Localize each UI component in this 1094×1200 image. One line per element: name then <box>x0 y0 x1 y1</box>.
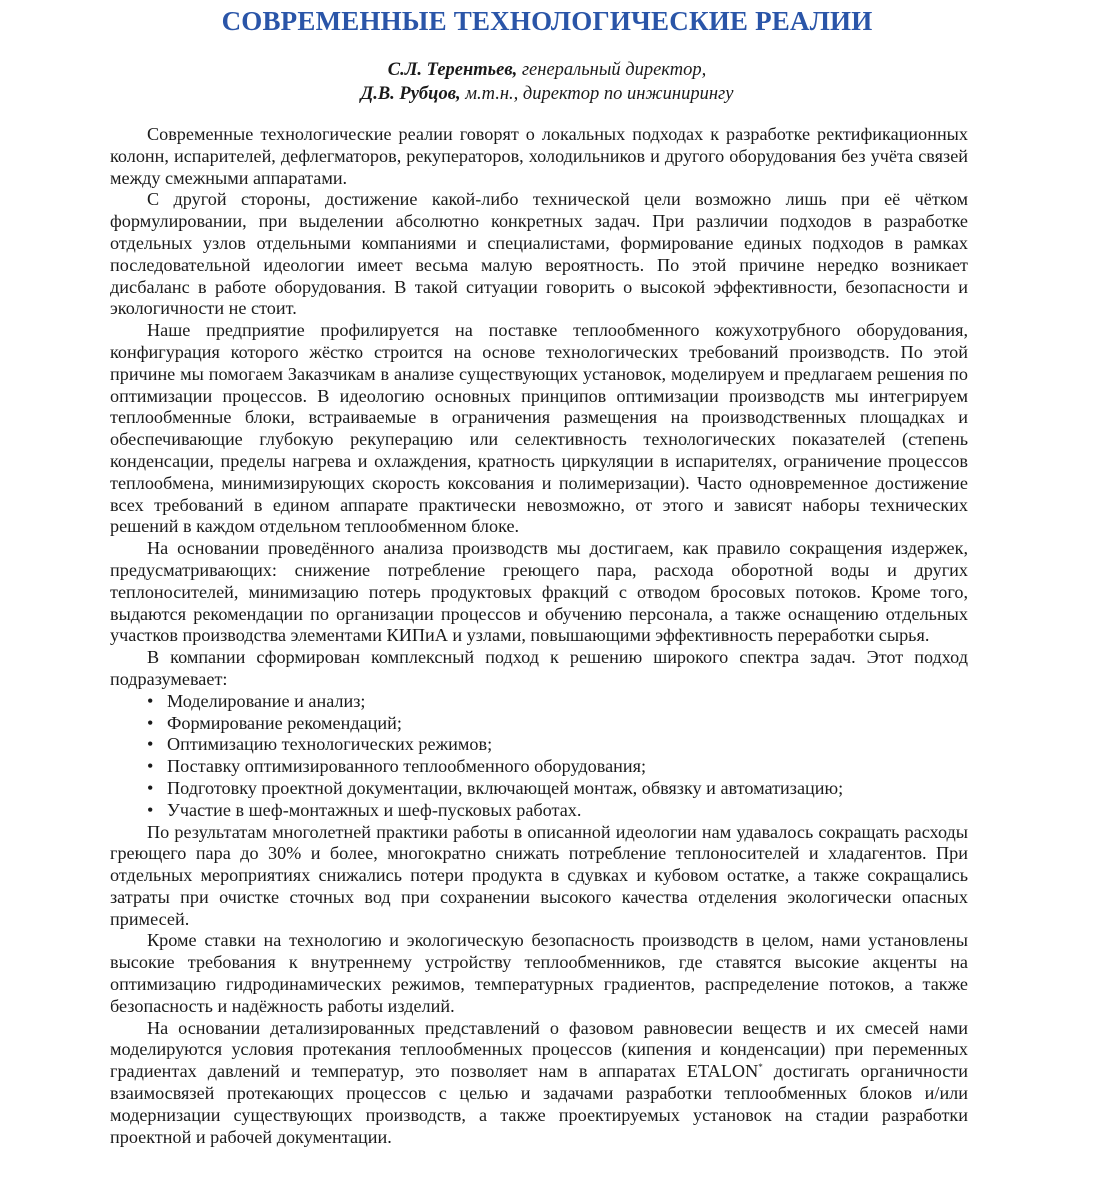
paragraph <box>110 1018 968 1149</box>
list-item: • Оптимизацию технологических режимов; <box>147 734 968 756</box>
paragraph: На основании проведённого анализа производств мы достигаем, как правило сокращения издержек, предусматривающих: снижение потребление греющего пара, расхода оборотной воды и других теплоносителей, минимизацию потерь продуктовых фракций с отводом бросовых потоков. Кроме того, выдаются рекомендации по организации процессов и обучению персонала, а также оснащению отдельных участков производства элементами КИПиА и узлами, повышающими эффективность переработки сырья. <box>110 538 968 646</box>
author-role: генеральный директор, <box>517 60 707 80</box>
paragraph: Кроме ставки на технологию и экологическую безопасность производств в целом, нами установлены высокие требования к внутреннему устройству теплообменников, где ставятся высокие акценты на оптимизацию гидродинамических режимов, температурных градиентов, распределение потоков, а также безопасность и надёжность работы изделий. <box>110 930 968 1016</box>
author-line <box>0 82 1094 106</box>
authors-block <box>0 58 1094 106</box>
trademark-mark: * <box>758 1062 763 1073</box>
paragraph-text: достигать органичности взаимосвязей протекающих процессов с целью и задачами разработки теплообменных блоков и/или модернизации существующих производств, а также проектируемых установок на стадии разработки проектной и рабочей документации. <box>110 1061 968 1147</box>
list-item: • Формирование рекомендаций; <box>147 713 968 735</box>
list-item: • Поставку оптимизированного теплообменного оборудования; <box>147 756 968 778</box>
paragraph: По результатам многолетней практики работы в описанной идеологии нам удавалось сокращать расходы греющего пара до 30% и более, многократно снижать потребление теплоносителей и хладагентов. При отдельных мероприятиях снижались потери продукта в сдувках и кубовом остатке, а также сокращались затраты при очистке сточных вод при сохранении высокого качества отделения экологически опасных примесей. <box>110 821 968 929</box>
list-item: • Подготовку проектной документации, включающей монтаж, обвязку и автоматизацию; <box>147 778 968 800</box>
author-name: Д.В. Рубцов, <box>360 84 461 104</box>
paragraph: В компании сформирован комплексный подход к решению широкого спектра задач. Этот подход подразумевает: <box>110 647 968 689</box>
author-role: м.т.н., директор по инжинирингу <box>460 84 734 104</box>
paragraph: Наше предприятие профилируется на поставке теплообменного кожухотрубного оборудования, конфигурация которого жёстко строится на основе технологических требований производств. По этой причине мы помогаем Заказчикам в анализе существующих установок, моделируем и предлагаем решения по оптимизации процессов. В идеологию основных принципов оптимизации производств мы интегрируем теплообменные блоки, встраиваемые в ограничения размещения на производственных площадках и обеспечивающие глубокую рекуперацию или селективность технологических показателей (степень конденсации, пределы нагрева и охлаждения, кратность циркуляции в испарителях, ограничение процессов теплообмена, минимизирующих скорость коксования и полимеризации). Часто одновременное достижение всех требований в едином аппарате практически невозможно, от этого и зависят наборы технических решений в каждом отдельном теплообменном блоке. <box>110 320 968 537</box>
services-list <box>110 691 968 822</box>
paragraph-text: На основании детализированных представлений о фазовом равновесии веществ и их смесей нами моделируются условия протекания теплообменных процессов (кипения и конденсации) при переменных градиентах давлений и температур, это позволяет нам в аппаратах ETALON <box>110 1017 968 1082</box>
author-line <box>0 58 1094 82</box>
list-item: • Участие в шеф-монтажных и шеф-пусковых работах. <box>147 800 968 822</box>
author-name: С.Л. Терентьев, <box>387 60 518 80</box>
paragraph: Современные технологические реалии говорят о локальных подходах к разработке ректификационных колонн, испарителей, дефлегматоров, рекуператоров, холодильников и другого оборудования без учёта связей между смежными аппаратами. <box>110 124 968 188</box>
article-title: СОВРЕМЕННЫЕ ТЕХНОЛОГИЧЕСКИЕ РЕАЛИИ <box>221 6 873 36</box>
list-item: • Моделирование и анализ; <box>147 691 968 713</box>
paragraph: С другой стороны, достижение какой-либо технической цели возможно лишь при её чётком формулировании, при выделении абсолютно конкретных задач. При различии подходов в разработке отдельных узлов отдельными компаниями и специалистами, формирование единых подходов в рамках последовательной идеологии имеет весьма малую вероятность. По этой причине нередко возникает дисбаланс в работе оборудования. В такой ситуации говорить о высокой эффективности, безопасности и экологичности не стоит. <box>110 189 968 319</box>
article-body <box>110 124 968 1148</box>
